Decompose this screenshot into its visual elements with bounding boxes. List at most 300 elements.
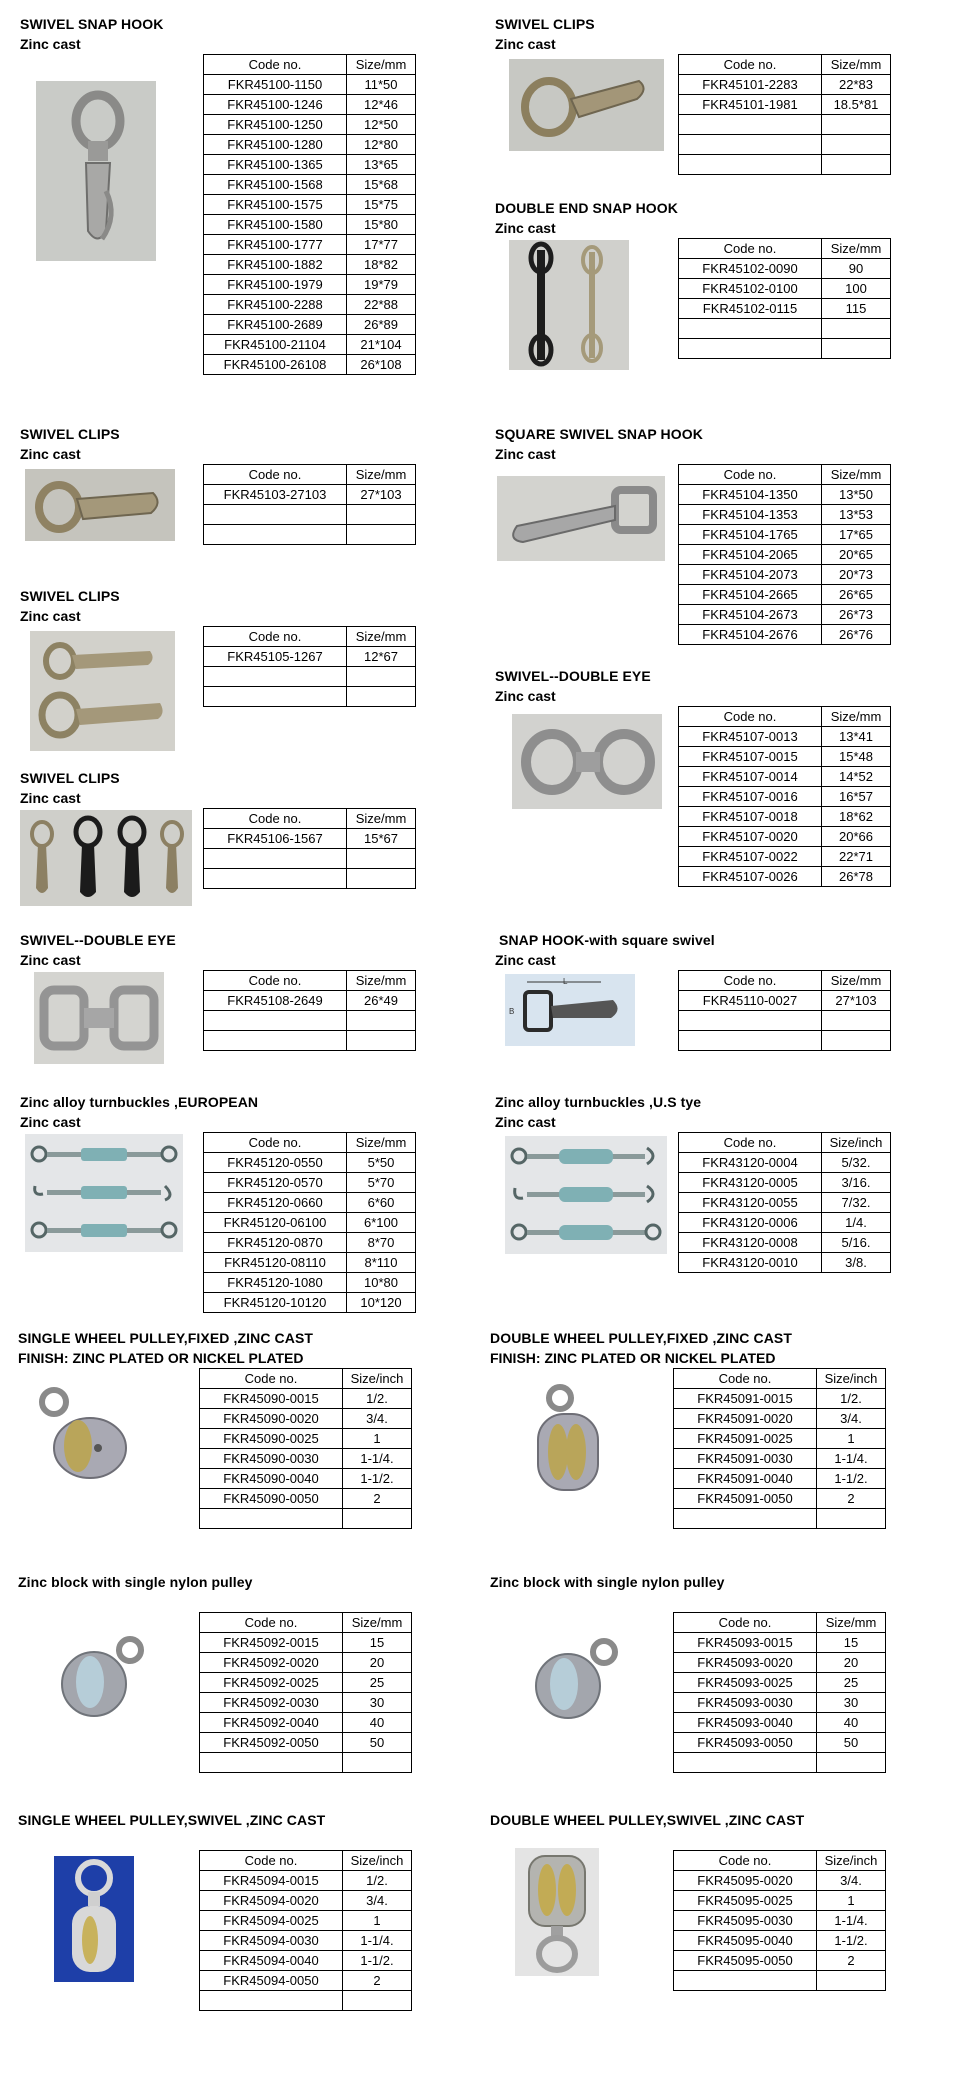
size-cell: 26*78 [822,867,891,887]
table-row [204,355,416,375]
table-row [679,991,891,1011]
size-cell [822,339,891,359]
size-cell [343,1991,412,2011]
table-row [204,195,416,215]
table-row [674,1389,886,1409]
section-double-wheel-pulley-fixed [490,1330,930,1540]
spec-table [678,1132,891,1273]
header-code-no: Code no. [204,1133,347,1153]
table-header-row [204,465,416,485]
size-cell: 5*70 [347,1173,416,1193]
table-row [200,1653,412,1673]
size-cell: 3/4. [343,1891,412,1911]
size-cell: 26*65 [822,585,891,605]
table-header-row [674,1851,886,1871]
size-cell: 1/2. [817,1389,886,1409]
code-cell: FKR45100-1882 [204,255,347,275]
table-row [679,505,891,525]
size-cell: 10*120 [347,1293,416,1313]
table-row [200,1951,412,1971]
table-header-row [679,465,891,485]
size-cell: 1-1/2. [343,1469,412,1489]
section-title: SINGLE WHEEL PULLEY,FIXED ,ZINC CAST [18,1330,314,1346]
size-cell: 15*68 [347,175,416,195]
code-cell: FKR45095-0040 [674,1931,817,1951]
code-cell: FKR45101-1981 [679,95,822,115]
code-cell: FKR45090-0015 [200,1389,343,1409]
size-cell [343,1753,412,1773]
table-row [204,1173,416,1193]
size-cell: 20*65 [822,545,891,565]
size-cell: 1 [817,1891,886,1911]
table-row [200,1489,412,1509]
section-subtitle: Zinc cast [20,446,81,462]
section-subtitle: Zinc cast [495,1114,556,1130]
table-row [204,485,416,505]
size-cell: 1-1/2. [817,1931,886,1951]
table-row [674,1733,886,1753]
section-swivel-clips-45103 [20,426,440,556]
header-size: Size/mm [347,809,416,829]
spec-table [678,464,891,645]
size-cell: 20 [817,1653,886,1673]
size-cell [347,849,416,869]
code-cell: FKR45091-0015 [674,1389,817,1409]
header-code-no: Code no. [204,465,347,485]
table-row [204,1293,416,1313]
code-cell: FKR45102-0115 [679,299,822,319]
table-row [204,275,416,295]
table-row [679,867,891,887]
section-subtitle: Zinc cast [20,1114,81,1130]
code-cell: FKR45107-0020 [679,827,822,847]
table-row [200,1633,412,1653]
code-cell: FKR45120-0570 [204,1173,347,1193]
code-cell: FKR45110-0027 [679,991,822,1011]
table-row [204,1011,416,1031]
table-row [204,1153,416,1173]
code-cell: FKR45104-2665 [679,585,822,605]
size-cell: 40 [817,1713,886,1733]
code-cell: FKR45094-0040 [200,1951,343,1971]
code-cell: FKR43120-0008 [679,1233,822,1253]
header-code-no: Code no. [679,55,822,75]
size-cell: 2 [817,1489,886,1509]
size-cell: 18*82 [347,255,416,275]
table-header-row [674,1613,886,1633]
table-row [204,849,416,869]
code-cell [204,525,347,545]
table-row [200,1449,412,1469]
table-row [679,767,891,787]
table-row [204,991,416,1011]
code-cell: FKR45120-0550 [204,1153,347,1173]
section-title: SWIVEL CLIPS [20,770,120,786]
size-cell: 13*41 [822,727,891,747]
size-cell [347,1031,416,1051]
header-code-no: Code no. [679,971,822,991]
section-nylon-pulley-45092 [18,1574,438,1774]
section-title: SINGLE WHEEL PULLEY,SWIVEL ,ZINC CAST [18,1812,326,1828]
size-cell: 5/16. [822,1233,891,1253]
size-cell: 1/2. [343,1389,412,1409]
size-cell: 50 [343,1733,412,1753]
table-row [204,255,416,275]
code-cell: FKR45093-0030 [674,1693,817,1713]
size-cell [343,1509,412,1529]
table-header-row [674,1369,886,1389]
table-row [204,1213,416,1233]
code-cell: FKR43120-0055 [679,1193,822,1213]
size-cell [817,1971,886,1991]
size-cell: 17*65 [822,525,891,545]
table-header-row [200,1613,412,1633]
section-double-wheel-pulley-swivel [490,1812,930,2012]
header-code-no: Code no. [679,465,822,485]
table-row [679,115,891,135]
table-row [679,565,891,585]
size-cell: 16*57 [822,787,891,807]
table-row [200,1753,412,1773]
table-row [679,259,891,279]
double-swivel-pulley-icon [515,1848,599,1976]
svg-text:L: L [563,977,568,986]
code-cell [679,319,822,339]
table-row [679,545,891,565]
header-size: Size/mm [822,707,891,727]
section-subtitle: FINISH: ZINC PLATED OR NICKEL PLATED [490,1350,776,1366]
code-cell: FKR45107-0014 [679,767,822,787]
single-wheel-pulley-icon [26,1380,136,1490]
size-cell [822,155,891,175]
table-row [204,75,416,95]
code-cell: FKR45104-1350 [679,485,822,505]
code-cell: FKR45101-2283 [679,75,822,95]
size-cell: 1-1/2. [343,1951,412,1971]
code-cell [204,687,347,707]
table-row [679,485,891,505]
size-cell [347,525,416,545]
size-cell: 20 [343,1653,412,1673]
section-title: SWIVEL CLIPS [20,426,120,442]
swivel-snap-hook-icon [36,81,156,261]
table-row [200,1891,412,1911]
table-row [679,1253,891,1273]
table-row [679,787,891,807]
header-size: Size/mm [822,971,891,991]
code-cell [204,869,347,889]
table-row [204,175,416,195]
size-cell: 7/32. [822,1193,891,1213]
swivel-clip-icon [30,631,175,751]
size-cell: 5/32. [822,1153,891,1173]
header-size: Size/mm [822,55,891,75]
code-cell: FKR45092-0015 [200,1633,343,1653]
spec-table [199,1850,412,2011]
section-swivel-clips-45105 [20,588,440,758]
header-size: Size/mm [347,55,416,75]
code-cell: FKR45094-0020 [200,1891,343,1911]
header-size: Size/inch [817,1369,886,1389]
code-cell: FKR45093-0040 [674,1713,817,1733]
section-title: SWIVEL SNAP HOOK [20,16,164,32]
header-size: Size/mm [822,465,891,485]
header-size: Size/inch [822,1133,891,1153]
size-cell: 15*67 [347,829,416,849]
section-subtitle: Zinc cast [495,688,556,704]
code-cell: FKR45094-0015 [200,1871,343,1891]
table-row [204,155,416,175]
size-cell: 1/4. [822,1213,891,1233]
code-cell: FKR45091-0020 [674,1409,817,1429]
header-size: Size/inch [817,1851,886,1871]
table-row [674,1673,886,1693]
table-row [200,1693,412,1713]
section-title: SWIVEL--DOUBLE EYE [495,668,651,684]
svg-text:B: B [509,1007,515,1016]
swivel-clips-assorted-icon [20,810,192,906]
size-cell: 1-1/4. [343,1931,412,1951]
code-cell [204,1031,347,1051]
size-cell [817,1509,886,1529]
table-row [200,1409,412,1429]
code-cell: FKR45105-1267 [204,647,347,667]
table-row [200,1911,412,1931]
size-cell: 21*104 [347,335,416,355]
table-header-row [679,971,891,991]
code-cell: FKR45092-0040 [200,1713,343,1733]
size-cell: 15*75 [347,195,416,215]
code-cell [679,135,822,155]
table-row [679,1173,891,1193]
code-cell: FKR45120-10120 [204,1293,347,1313]
code-cell: FKR45092-0030 [200,1693,343,1713]
table-row [200,1389,412,1409]
table-row [200,1713,412,1733]
size-cell [822,1031,891,1051]
code-cell: FKR45120-1080 [204,1273,347,1293]
spec-table [673,1612,886,1773]
table-row [679,847,891,867]
code-cell: FKR45120-08110 [204,1253,347,1273]
spec-table [203,808,416,889]
header-code-no: Code no. [200,1851,343,1871]
section-title: SWIVEL CLIPS [495,16,595,32]
section-title: SNAP HOOK-with square swivel [499,932,715,948]
size-cell: 2 [343,1489,412,1509]
table-row [679,1011,891,1031]
section-swivel-double-eye-45107 [495,668,935,898]
code-cell: FKR45108-2649 [204,991,347,1011]
size-cell: 3/4. [817,1409,886,1429]
table-row [674,1489,886,1509]
code-cell: FKR45091-0050 [674,1489,817,1509]
spec-table [203,464,416,545]
table-row [679,339,891,359]
size-cell [347,667,416,687]
header-size: Size/mm [347,1133,416,1153]
table-row [204,1253,416,1273]
table-row [200,1469,412,1489]
table-row [674,1931,886,1951]
size-cell: 26*89 [347,315,416,335]
table-row [674,1429,886,1449]
size-cell: 3/8. [822,1253,891,1273]
table-row [674,1469,886,1489]
code-cell: FKR45107-0015 [679,747,822,767]
size-cell: 13*65 [347,155,416,175]
table-row [204,215,416,235]
code-cell: FKR45120-0870 [204,1233,347,1253]
spec-table [199,1368,412,1529]
header-code-no: Code no. [204,809,347,829]
code-cell [679,1011,822,1031]
table-row [679,727,891,747]
code-cell: FKR45095-0020 [674,1871,817,1891]
table-row [204,505,416,525]
table-row [679,1193,891,1213]
code-cell: FKR45100-1250 [204,115,347,135]
nylon-pulley-block-icon [520,1634,630,1724]
spec-table [673,1850,886,1991]
size-cell [822,135,891,155]
table-row [200,1733,412,1753]
code-cell: FKR45104-1765 [679,525,822,545]
table-row [679,319,891,339]
table-row [204,1233,416,1253]
table-row [204,667,416,687]
section-snap-hook-square-swivel [495,932,935,1062]
section-subtitle: Zinc cast [20,608,81,624]
section-title: DOUBLE WHEEL PULLEY,FIXED ,ZINC CAST [490,1330,793,1346]
size-cell: 25 [343,1673,412,1693]
header-code-no: Code no. [674,1369,817,1389]
table-row [204,235,416,255]
size-cell: 17*77 [347,235,416,255]
table-row [674,1653,886,1673]
header-size: Size/mm [347,627,416,647]
header-code-no: Code no. [204,627,347,647]
table-row [679,1153,891,1173]
section-swivel-clips-45101 [495,16,935,186]
swivel-clip-icon [509,59,664,151]
size-cell [347,687,416,707]
code-cell: FKR45093-0015 [674,1633,817,1653]
spec-table [203,1132,416,1313]
table-row [204,95,416,115]
double-eye-swivel-icon [34,972,164,1064]
size-cell: 26*76 [822,625,891,645]
size-cell: 1-1/4. [817,1911,886,1931]
code-cell: FKR45092-0020 [200,1653,343,1673]
code-cell [674,1509,817,1529]
table-row [200,1991,412,2011]
table-row [679,525,891,545]
section-title: Zinc alloy turnbuckles ,EUROPEAN [20,1094,259,1110]
size-cell: 1-1/2. [817,1469,886,1489]
code-cell: FKR45094-0050 [200,1971,343,1991]
table-row [679,279,891,299]
table-row [674,1911,886,1931]
size-cell: 14*52 [822,767,891,787]
size-cell: 13*53 [822,505,891,525]
size-cell: 40 [343,1713,412,1733]
spec-table [203,54,416,375]
table-row [674,1449,886,1469]
header-size: Size/mm [347,971,416,991]
code-cell [204,505,347,525]
table-header-row [204,627,416,647]
section-subtitle: FINISH: ZINC PLATED OR NICKEL PLATED [18,1350,304,1366]
code-cell: FKR45090-0050 [200,1489,343,1509]
table-row [674,1753,886,1773]
table-row [674,1951,886,1971]
code-cell [679,339,822,359]
code-cell: FKR45090-0040 [200,1469,343,1489]
code-cell [204,1011,347,1031]
section-single-wheel-pulley-swivel [18,1812,438,2012]
size-cell [347,505,416,525]
table-row [204,315,416,335]
code-cell: FKR45095-0030 [674,1911,817,1931]
swivel-clip-icon [25,469,175,541]
table-row [674,1891,886,1911]
size-cell: 115 [822,299,891,319]
size-cell: 1/2. [343,1871,412,1891]
header-size: Size/mm [822,239,891,259]
size-cell: 26*49 [347,991,416,1011]
code-cell: FKR45107-0022 [679,847,822,867]
section-title: DOUBLE END SNAP HOOK [495,200,678,216]
code-cell [679,155,822,175]
size-cell: 12*80 [347,135,416,155]
table-row [679,747,891,767]
header-code-no: Code no. [679,1133,822,1153]
table-row [679,605,891,625]
section-title: SWIVEL--DOUBLE EYE [20,932,176,948]
turnbuckle-icon [505,1136,667,1254]
size-cell [822,1011,891,1031]
code-cell: FKR45120-06100 [204,1213,347,1233]
code-cell: FKR43120-0010 [679,1253,822,1273]
size-cell: 1 [343,1429,412,1449]
table-row [679,75,891,95]
size-cell: 3/16. [822,1173,891,1193]
code-cell: FKR45091-0030 [674,1449,817,1469]
table-row [200,1429,412,1449]
double-end-snap-hook-icon [509,240,629,370]
table-row [200,1871,412,1891]
code-cell: FKR45093-0020 [674,1653,817,1673]
table-row [679,135,891,155]
spec-table [678,970,891,1051]
code-cell: FKR45107-0016 [679,787,822,807]
code-cell [200,1991,343,2011]
table-row [200,1673,412,1693]
section-title: SWIVEL CLIPS [20,588,120,604]
table-row [674,1971,886,1991]
code-cell: FKR45094-0030 [200,1931,343,1951]
code-cell: FKR45100-26108 [204,355,347,375]
section-subtitle: Zinc cast [495,36,556,52]
header-size: Size/mm [347,465,416,485]
section-turnbuckles-us [495,1094,935,1284]
size-cell: 2 [817,1951,886,1971]
code-cell: FKR45104-2073 [679,565,822,585]
code-cell: FKR45095-0050 [674,1951,817,1971]
table-row [679,827,891,847]
code-cell: FKR45100-2689 [204,315,347,335]
